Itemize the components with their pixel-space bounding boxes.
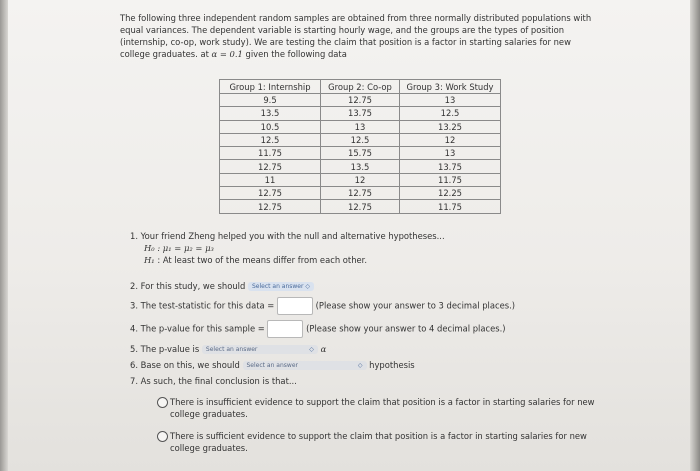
- table-row: 11.75 15.75 13: [220, 147, 501, 160]
- table-row: 12.75 13.5 13.75: [220, 160, 501, 173]
- chevron-updown-icon: ◇: [305, 283, 311, 290]
- table-row: 13.5 13.75 12.5: [220, 107, 501, 120]
- table-row: 9.5 12.75 13: [220, 94, 501, 107]
- chevron-updown-icon: ◇: [357, 362, 363, 369]
- q5-select[interactable]: Select an answer ◇: [202, 345, 318, 354]
- header-coop: Group 2: Co-op: [321, 80, 400, 94]
- question-6: 6. Base on this, we should Select an answer ◇ hypothesis: [130, 360, 415, 370]
- table-row: 10.5 13 13.25: [220, 120, 501, 133]
- right-shadow-edge: [690, 0, 700, 471]
- table-row: 11 12 11.75: [220, 173, 501, 186]
- question-5: 5. The p-value is Select an answer ◇ α: [130, 344, 327, 354]
- null-hypothesis: H₀ : μ₁ = μ₂ = μ₃: [144, 243, 214, 253]
- table-row: 12.75 12.75 11.75: [220, 200, 501, 213]
- table-row: 12.75 12.75 12.25: [220, 187, 501, 200]
- question-7: 7. As such, the final conclusion is that...: [130, 376, 297, 386]
- question-4: 4. The p-value for this sample = (Please show your answer to 4 decimal places.): [130, 320, 506, 338]
- header-work-study: Group 3: Work Study: [400, 80, 501, 94]
- problem-statement: The following three independent random samples are obtained from three normally distributed populations with equal variances. The dependent variable is starting hourly wage, and the groups are the types of position (internship, co-op, work study). We are testing the claim that position is a factor in starting salaries for new college graduates. at α = 0.1 given the following data: [120, 13, 592, 59]
- question-3: 3. The test-statistic for this data = (Please show your answer to 3 decimal places.): [130, 297, 515, 315]
- conclusion-option-insufficient[interactable]: There is insufficient evidence to support the claim that position is a factor in starting salaries for new college graduates.: [155, 396, 605, 420]
- table-row: 12.5 12.5 12: [220, 133, 501, 146]
- table-header-row: [220, 80, 501, 94]
- data-table: [219, 79, 501, 214]
- p-value-input[interactable]: [267, 320, 303, 338]
- q6-select[interactable]: Select an answer ◇: [243, 361, 367, 370]
- q2-select[interactable]: Select an answer ◇: [248, 282, 314, 291]
- test-statistic-input[interactable]: [277, 297, 313, 315]
- alpha-expression: α = 0.1: [211, 49, 243, 59]
- left-shadow-edge: [0, 0, 8, 471]
- conclusion-option-sufficient[interactable]: There is sufficient evidence to support the claim that position is a factor in starting salaries for new college graduates.: [155, 430, 605, 454]
- radio-button[interactable]: [157, 397, 168, 408]
- radio-button[interactable]: [157, 431, 168, 442]
- alpha-symbol: α: [320, 344, 327, 354]
- header-internship: Group 1: Internship: [220, 80, 321, 94]
- question-1: 1. Your friend Zheng helped you with the null and alternative hypotheses...: [130, 231, 445, 241]
- question-2: 2. For this study, we should Select an answer ◇: [130, 281, 314, 291]
- chevron-updown-icon: ◇: [309, 346, 314, 353]
- alternative-hypothesis: H₁ : At least two of the means differ from each other.: [144, 255, 367, 265]
